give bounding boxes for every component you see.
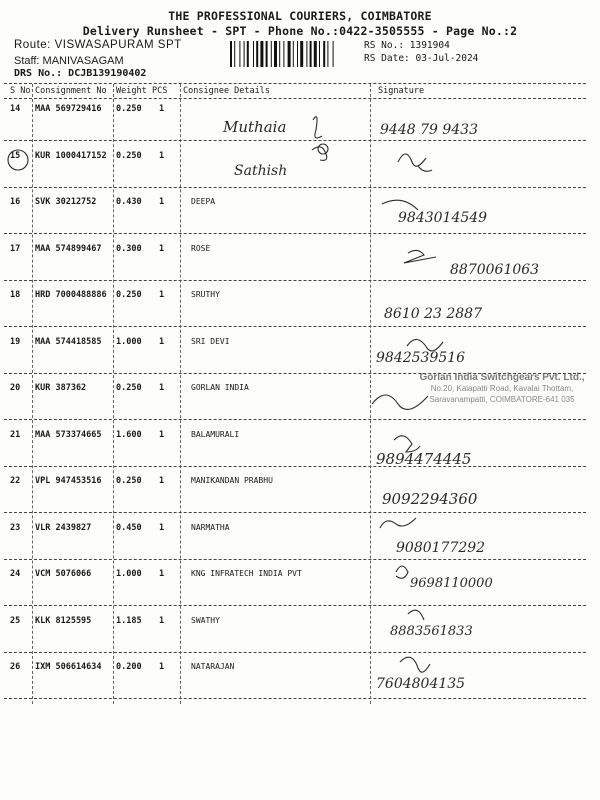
handwritten-name-row-14: Muthaia <box>223 118 287 136</box>
signature-stroke-26 <box>400 657 430 672</box>
row-consignee-name: MANIKANDAN PRABHU <box>191 476 273 485</box>
handwritten-phone-row-21: 9894474445 <box>376 450 472 468</box>
row-pieces: 1 <box>159 290 165 300</box>
row-consignee-name: ROSE <box>191 243 211 253</box>
row-consignment-number: MAA 574418585 <box>35 336 102 347</box>
row-consignee-name: NATARAJAN <box>191 662 235 671</box>
rs-date: RS Date: 03-Jul-2024 <box>364 53 479 64</box>
row-pieces: 1 <box>159 197 165 207</box>
handwritten-phone-row-18: 8610 23 2887 <box>384 306 482 322</box>
rs-number: RS No.: 1391904 <box>364 40 450 51</box>
row-consignment-number: HRD 7000488886 <box>35 290 107 300</box>
row-weight: 0.250 <box>116 150 142 161</box>
stamp-address-line: No.20, Kalapatti Road, Kavalai Thottam, <box>430 384 574 393</box>
row-weight: 1.000 <box>116 569 142 579</box>
row-weight: 0.300 <box>116 243 142 254</box>
row-consignment-number: IXM 506614634 <box>35 662 102 672</box>
row-serial-number: 18 <box>10 290 21 300</box>
drs-number: DRS No.: DCJB139190402 <box>14 68 147 79</box>
row-consignment-number: SVK 30212752 <box>35 197 97 207</box>
signature-stroke-15c <box>398 154 432 171</box>
column-header-weight: Weight <box>116 86 147 96</box>
column-header-consignee: Consignee Details <box>183 86 270 96</box>
column-header-consignment: Consignment No <box>35 86 107 96</box>
row-15-circle-mark <box>8 150 28 170</box>
row-pieces: 1 <box>159 150 165 161</box>
signature-stroke-17 <box>404 250 436 263</box>
handwritten-phone-row-16: 9843014549 <box>398 210 488 226</box>
row-serial-number: 16 <box>10 197 21 207</box>
column-header-signature: Signature <box>378 86 425 96</box>
signature-stroke-16 <box>382 200 418 210</box>
company-stamp <box>414 372 590 405</box>
stamp-city-line: Saravanampatti, COIMBATORE-641 035 <box>429 395 575 404</box>
handwritten-phone-row-19: 9842539516 <box>376 350 466 366</box>
row-consignment-number: MAA 574899467 <box>35 243 102 254</box>
row-consignee-name: NARMATHA <box>191 522 230 532</box>
row-weight: 0.250 <box>116 383 142 393</box>
signature-stroke-25 <box>408 610 424 620</box>
row-consignment-number: MAA 573374665 <box>35 429 102 440</box>
row-consignment-number: MAA 569729416 <box>35 104 102 114</box>
row-consignment-number: VCM 5076066 <box>35 569 92 579</box>
row-consignment-number: VPL 947453516 <box>35 476 102 486</box>
runsheet-subtitle: Delivery Runsheet - SPT - Phone No.:0422-3505555 - Page No.:2 <box>82 24 518 38</box>
signature-stroke-23 <box>380 518 416 528</box>
row-serial-number: 14 <box>10 104 21 114</box>
row-pieces: 1 <box>159 383 165 393</box>
row-pieces: 1 <box>159 569 165 579</box>
handwritten-phone-row-14: 9448 79 9433 <box>380 122 478 138</box>
row-pieces: 1 <box>159 522 165 533</box>
stamp-company-name: Gorlan India Switchgears Pvt. Ltd., <box>419 372 585 383</box>
row-pieces: 1 <box>159 243 165 254</box>
signature-stroke-24 <box>396 566 408 578</box>
staff-label: Staff: MANIVASAGAM <box>14 55 124 67</box>
row-serial-number: 23 <box>10 522 21 533</box>
handwritten-phone-row-22: 9092294360 <box>382 490 478 508</box>
row-consignment-number: KLK 8125595 <box>35 615 92 626</box>
row-consignee-name: DEEPA <box>191 197 216 206</box>
row-weight: 0.250 <box>116 290 142 300</box>
row-consignee-name: KNG INFRATECH INDIA PVT <box>191 569 302 578</box>
row-consignee-name: SRUTHY <box>191 290 220 299</box>
row-weight: 0.430 <box>116 197 142 207</box>
row-serial-number: 22 <box>10 476 21 486</box>
handwritten-phone-row-17: 8870061063 <box>450 262 540 278</box>
row-serial-number: 15 <box>10 150 21 161</box>
row-weight: 0.250 <box>116 476 142 486</box>
row-pieces: 1 <box>159 476 165 486</box>
signature-stroke-14 <box>313 117 322 138</box>
route-label: Route: VISWASAPURAM SPT <box>14 39 182 51</box>
row-weight: 0.250 <box>116 104 142 114</box>
row-consignee-name: SWATHY <box>191 615 220 625</box>
handwritten-phone-row-25: 8883561833 <box>390 624 473 639</box>
handwritten-phone-row-23: 9080177292 <box>396 540 486 556</box>
column-header-pcs: PCS <box>152 86 168 96</box>
handwritten-phone-row-26: 7604804135 <box>376 676 466 692</box>
row-weight: 1.000 <box>116 336 142 347</box>
row-consignment-number: KUR 1000417152 <box>35 150 107 161</box>
row-pieces: 1 <box>159 615 165 626</box>
row-serial-number: 21 <box>10 429 21 440</box>
row-pieces: 1 <box>159 104 165 114</box>
row-serial-number: 26 <box>10 662 21 672</box>
column-header-sno: S No <box>10 86 31 96</box>
handwritten-name-row-15: Sathish <box>234 163 288 179</box>
row-consignment-number: KUR 387362 <box>35 383 87 393</box>
row-pieces: 1 <box>159 336 165 347</box>
row-weight: 0.200 <box>116 662 142 672</box>
row-serial-number: 25 <box>10 615 21 626</box>
row-weight: 1.600 <box>116 429 142 440</box>
row-weight: 0.450 <box>116 522 142 533</box>
row-pieces: 1 <box>159 662 165 672</box>
row-serial-number: 20 <box>10 383 21 393</box>
row-pieces: 1 <box>159 429 165 440</box>
row-consignment-number: VLR 2439827 <box>35 522 92 533</box>
row-weight: 1.185 <box>116 615 142 626</box>
row-consignee-name: GORLAN INDIA <box>191 383 249 392</box>
handwritten-phone-row-24: 9698110000 <box>410 576 493 591</box>
row-serial-number: 24 <box>10 569 21 579</box>
row-serial-number: 17 <box>10 243 21 254</box>
row-consignee-name: SRI DEVI <box>191 336 230 346</box>
company-title: THE PROFESSIONAL COURIERS, COIMBATORE <box>168 9 432 23</box>
row-consignee-name: BALAMURALI <box>191 429 240 439</box>
row-serial-number: 19 <box>10 336 21 347</box>
